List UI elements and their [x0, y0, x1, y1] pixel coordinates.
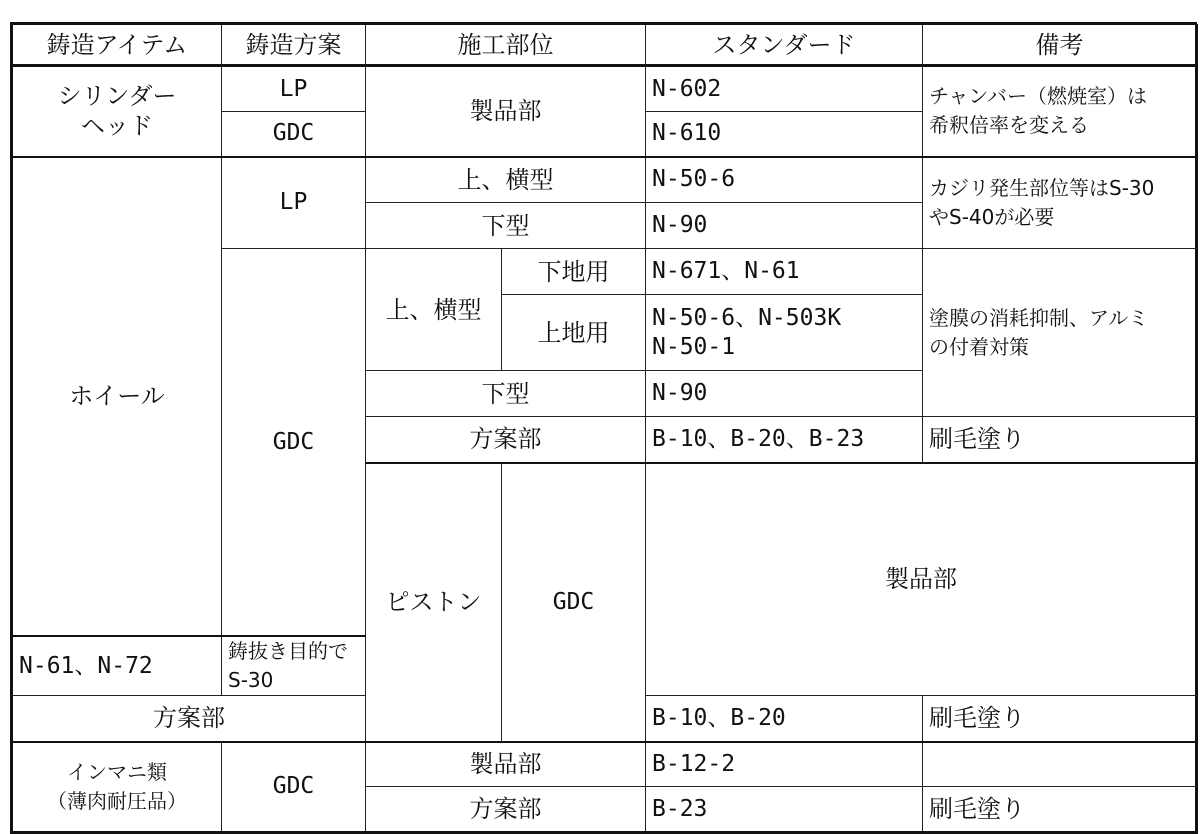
remarks-cell: 刷毛塗り [923, 417, 1197, 463]
standard-cell: N-61、N-72 [12, 636, 222, 696]
part-cell: 製品部 [366, 742, 646, 787]
spec-table-container [10, 22, 1195, 823]
standard-cell: N-90 [646, 371, 923, 417]
header-standard: スタンダード [646, 24, 923, 66]
sub-part-cell: 下地用 [502, 249, 646, 295]
remarks-cell: 塗膜の消耗抑制、アルミ の付着対策 [923, 249, 1197, 417]
standard-cell: B-12-2 [646, 742, 923, 787]
part-cell: 上、横型 [366, 249, 502, 371]
header-part: 施工部位 [366, 24, 646, 66]
item-cell-cylinder-head: シリンダー ヘッド [12, 66, 222, 157]
part-cell: 製品部 [646, 463, 1197, 696]
standard-cell: B-23 [646, 787, 923, 833]
table-row [12, 742, 1197, 787]
table-row [12, 66, 1197, 112]
header-remarks: 備考 [923, 24, 1197, 66]
method-cell: LP [222, 157, 366, 249]
header-method: 鋳造方案 [222, 24, 366, 66]
standard-cell: N-50-6 [646, 157, 923, 203]
part-cell: 製品部 [366, 66, 646, 157]
header-item: 鋳造アイテム [12, 24, 222, 66]
remarks-cell [923, 742, 1197, 787]
standard-cell: N-50-6、N-503K N-50-1 [646, 295, 923, 371]
method-cell: LP [222, 66, 366, 112]
table-row [12, 157, 1197, 203]
item-cell-piston: ピストン [366, 463, 502, 742]
standard-cell: N-90 [646, 203, 923, 249]
header-row [12, 24, 1197, 66]
standard-cell: B-10、B-20 [646, 696, 923, 742]
part-cell: 方案部 [12, 696, 366, 742]
part-cell: 下型 [366, 203, 646, 249]
standard-cell: N-602 [646, 66, 923, 112]
remarks-cell: 鋳抜き目的でS-30 [222, 636, 366, 696]
remarks-cell: 刷毛塗り [923, 787, 1197, 833]
remarks-cell: カジリ発生部位等はS-30 やS-40が必要 [923, 157, 1197, 249]
method-cell: GDC [222, 112, 366, 157]
part-cell: 方案部 [366, 417, 646, 463]
item-cell-intake-manifold: インマニ類 （薄肉耐圧品） [12, 742, 222, 833]
standard-cell: N-671、N-61 [646, 249, 923, 295]
remarks-cell: 刷毛塗り [923, 696, 1197, 742]
part-cell: 上、横型 [366, 157, 646, 203]
part-cell: 下型 [366, 371, 646, 417]
standard-cell: B-10、B-20、B-23 [646, 417, 923, 463]
standard-cell: N-610 [646, 112, 923, 157]
remarks-cell: チャンバー（燃焼室）は 希釈倍率を変える [923, 66, 1197, 157]
part-cell: 方案部 [366, 787, 646, 833]
sub-part-cell: 上地用 [502, 295, 646, 371]
method-cell: GDC [222, 742, 366, 833]
item-cell-wheel: ホイール [12, 157, 222, 637]
method-cell: GDC [222, 249, 366, 637]
casting-coating-spec-table [10, 22, 1198, 834]
method-cell: GDC [502, 463, 646, 742]
